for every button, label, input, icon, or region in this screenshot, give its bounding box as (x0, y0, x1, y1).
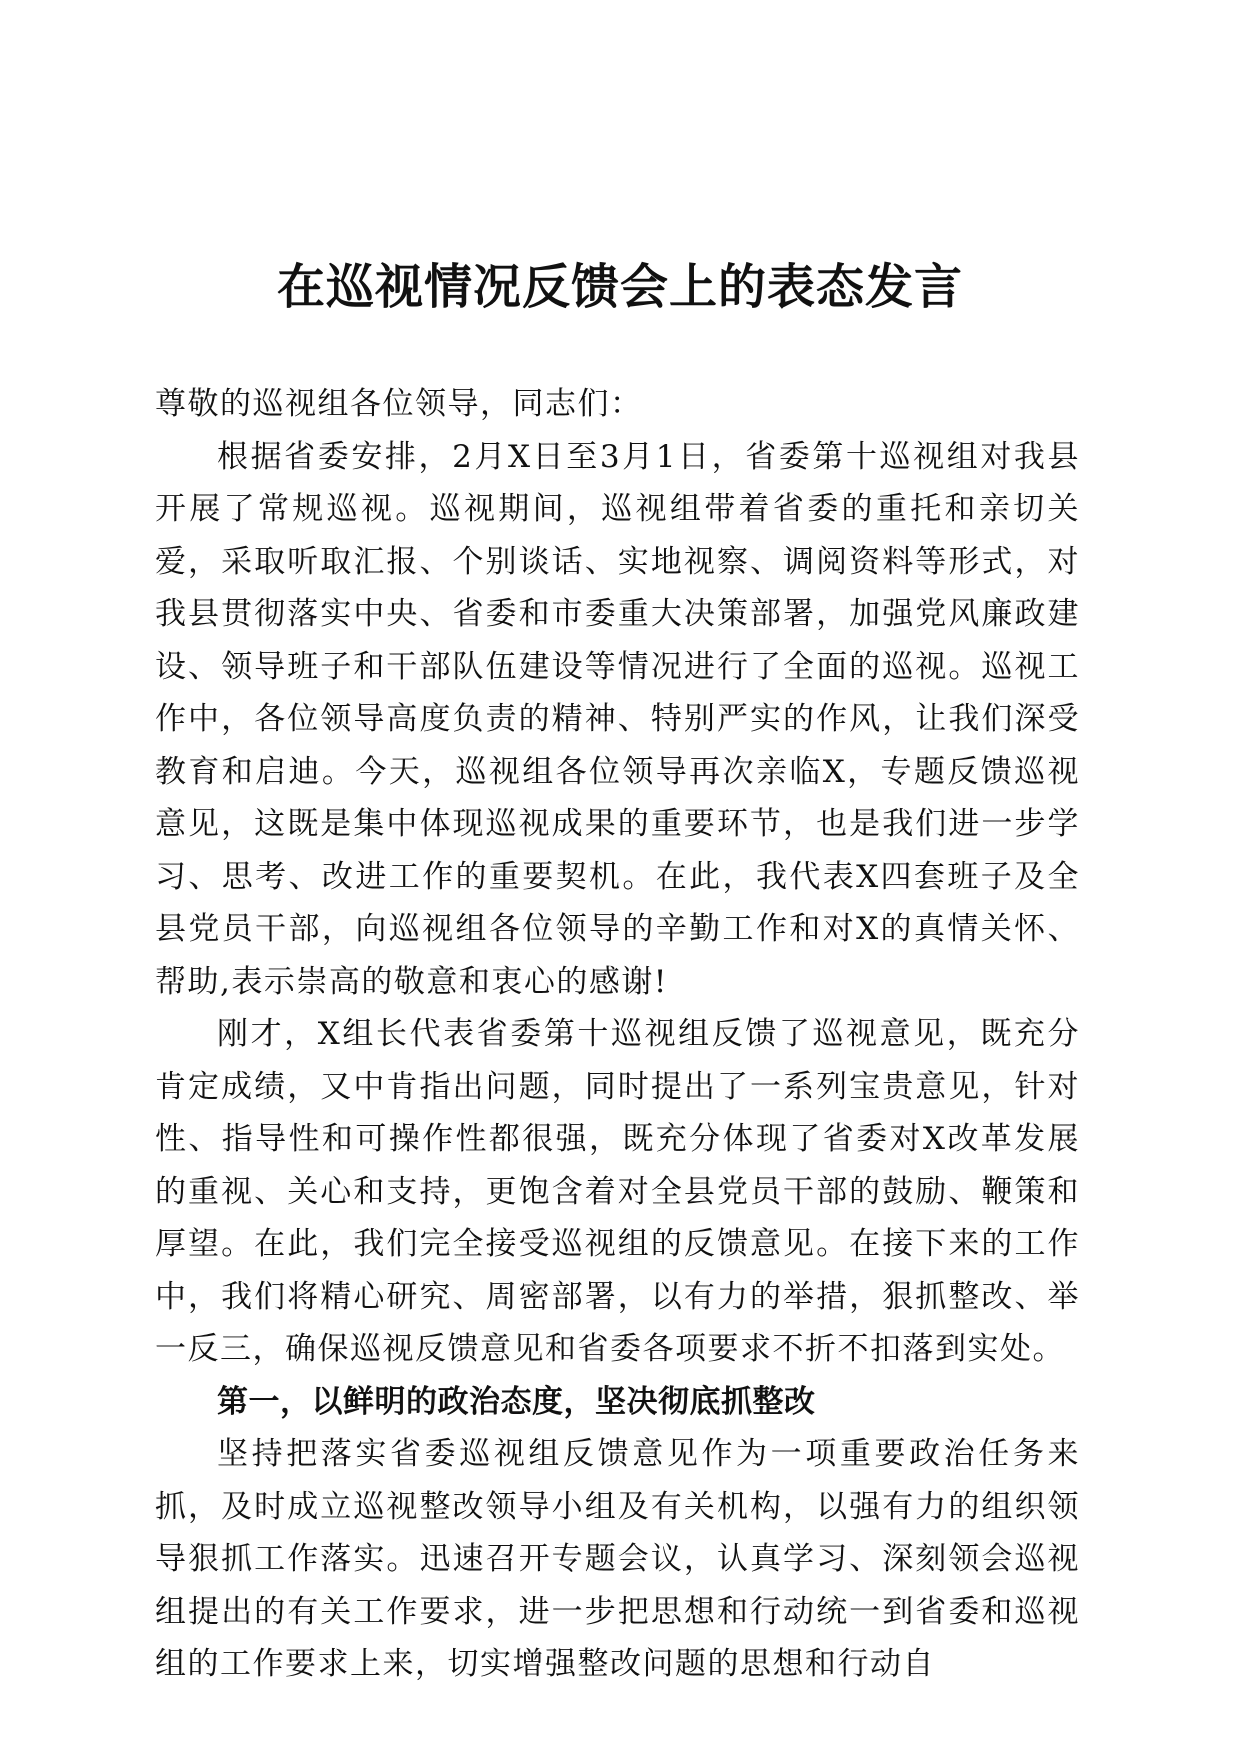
paragraph-response: 刚才，X组长代表省委第十巡视组反馈了巡视意见，既充分肯定成绩，又中肯指出问题，同时提出了一系列宝贵意见，针对性、指导性和可操作性都很强，既充分体现了省委对X改革发展的重视、关心和支持，更饱含着对全县党员干部的鼓励、鞭策和厚望。在此，我们完全接受巡视组的反馈意见。在接下来的工作中，我们将精心研究、周密部署，以有力的举措，狠抓整改、举一反三，确保巡视反馈意见和省委各项要求不折不扣落到实处。 (155, 1016, 1080, 1367)
section-heading: 第一，以鲜明的政治态度，坚决彻底抓整改 (217, 1383, 816, 1420)
section-paragraph: 坚持把落实省委巡视组反馈意见作为一项重要政治任务来抓，及时成立巡视整改领导小组及有关机构，以强有力的组织领导狠抓工作落实。迅速召开专题会议，认真学习、深刻领会巡视组提出的有关工作要求，进一步把思想和行动统一到省委和巡视组的工作要求上来，切实增强整改问题的思想和行动自 (155, 1436, 1080, 1682)
paragraph-intro: 根据省委安排，2月X日至3月1日，省委第十巡视组对我县开展了常规巡视。巡视期间，巡视组带着省委的重托和亲切关爱，采取听取汇报、个别谈话、实地视察、调阅资料等形式，对我县贯彻落实中央、省委和市委重大决策部署，加强党风廉政建设、领导班子和干部队伍建设等情况进行了全面的巡视。巡视工作中，各位领导高度负责的精神、特别严实的作风，让我们深受教育和启迪。今天，巡视组各位领导再次亲临X，专题反馈巡视意见，这既是集中体现巡视成果的重要环节，也是我们进一步学习、思考、改进工作的重要契机。在此，我代表X四套班子及全县党员干部，向巡视组各位领导的辛勤工作和对X的真情关怀、帮助,表示崇高的敬意和衷心的感谢! (155, 438, 1080, 1000)
document-body (155, 378, 1080, 1691)
salutation: 尊敬的巡视组各位领导，同志们： (155, 386, 643, 422)
page-title: 在巡视情况反馈会上的表态发言 (276, 259, 963, 315)
